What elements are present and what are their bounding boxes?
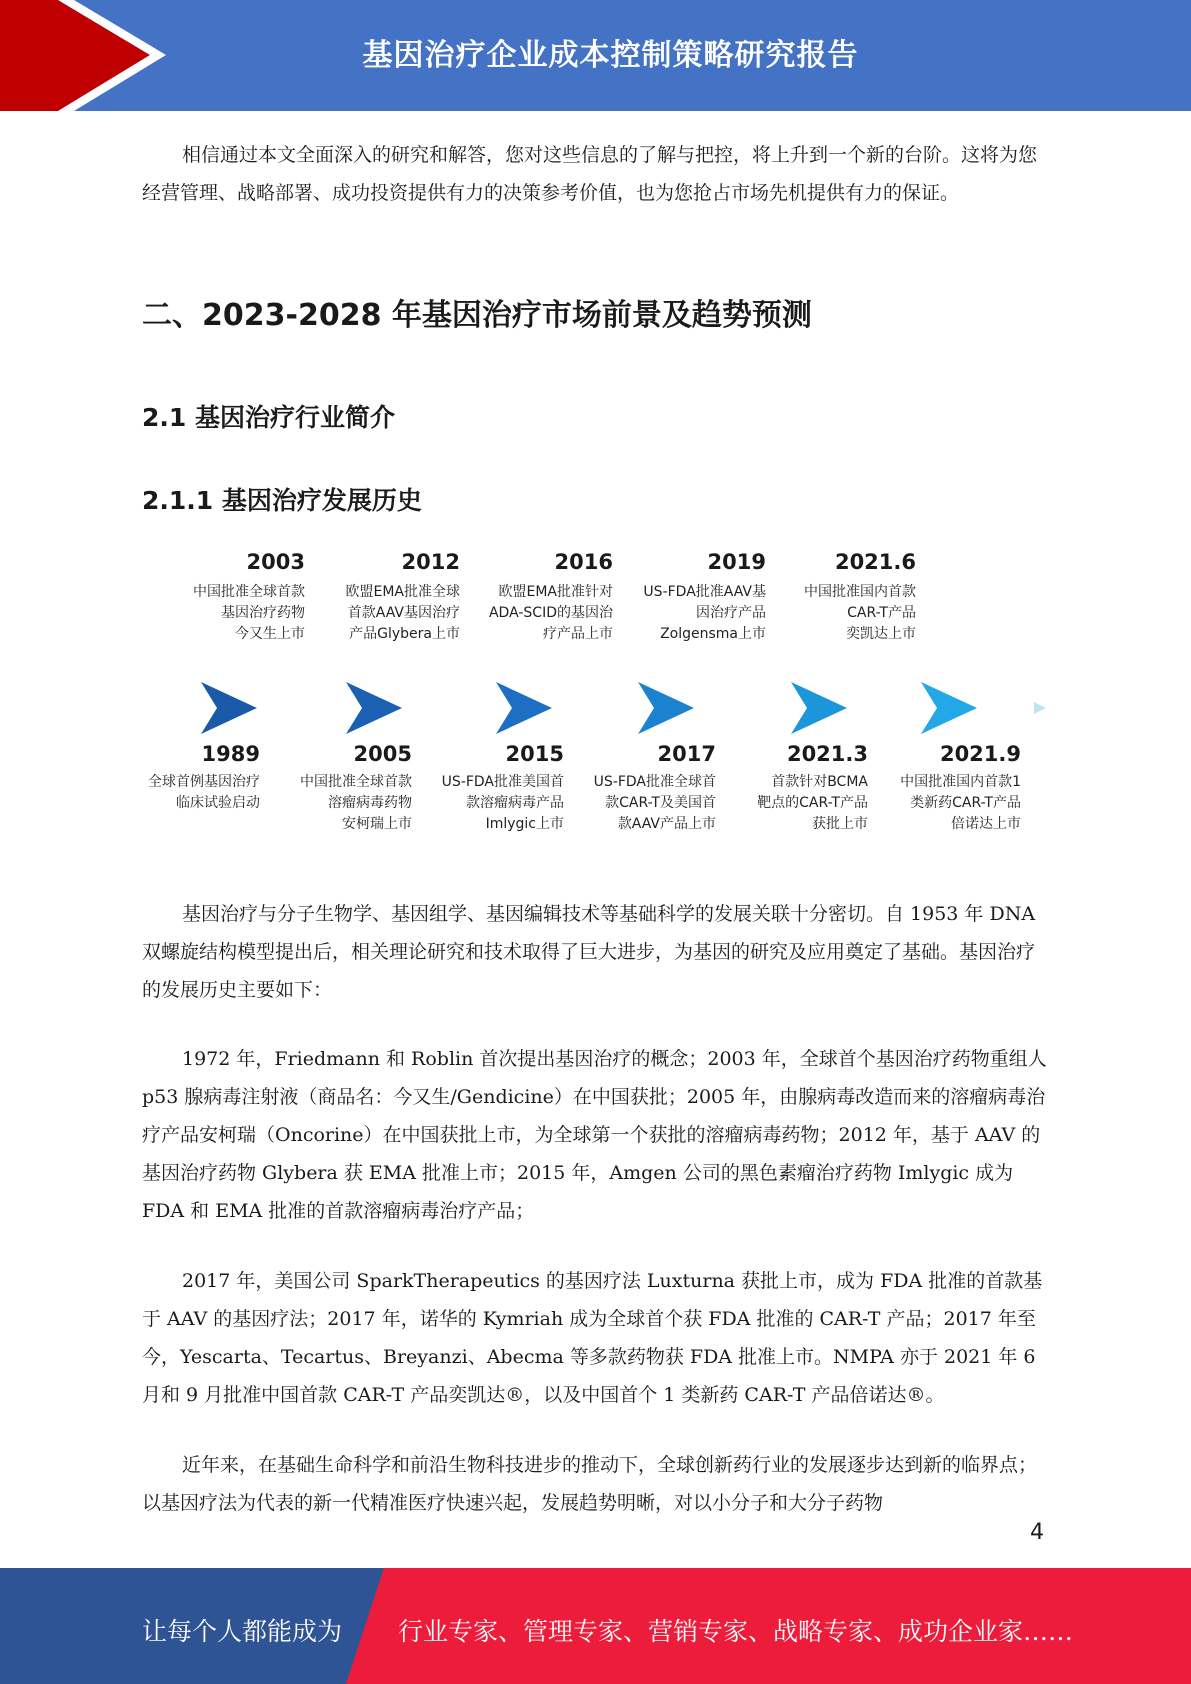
event-year: 2021.3 (786, 742, 868, 766)
body-paragraph: 1972 年，Friedmann 和 Roblin 首次提出基因治疗的概念；2003 年，全球首个基因治疗药物重组人 p53 腺病毒注射液（商品名：今又生/Gendicine）在中国获批；2005 年，由腺病毒改造而来的溶瘤病毒治疗产品安柯瑞（Oncorine）在中国获批上市，为全球第一个获批的溶瘤病毒药物；2012 年，基于 AAV 的基因治疗药物 Glybera 获 EMA 批准上市；2015 年，Amgen 公司的黑色素瘤治疗药物 Imlygic 成为 FDA 和 EMA 批准的首款溶瘤病毒治疗产品； (142, 1048, 1047, 1222)
timeline-event-bottom (110, 740, 260, 814)
event-description: 欧盟EMA批准全球 首款AAV基因治疗 产品Glybera上市 (345, 584, 460, 642)
event-description: US-FDA批准全球首 款CAR-T及美国首 款AAV产品上市 (593, 774, 716, 832)
event-year: 2003 (246, 550, 305, 574)
history-timeline (130, 548, 1060, 858)
body-paragraph: 近年来，在基础生命科学和前沿生物科技进步的推动下，全球创新药行业的发展逐步达到新的临界点；以基因疗法为代表的新一代精准医疗快速兴起，发展趋势明晰，对以小分子和大分子药物 (142, 1454, 1038, 1514)
footer-slogan-left: 让每个人都能成为 (142, 1617, 343, 1646)
body-paragraph: 2017 年，美国公司 SparkTherapeutics 的基因疗法 Luxturna 获批上市，成为 FDA 批准的首款基于 AAV 的基因疗法；2017 年，诺华的 Kymriah 成为全球首个获 FDA 批准的 CAR-T 产品；2017 年至今，Yescarta、Tecartus、Breyanzi、Abecma 等多款药物获 FDA 批准上市。NMPA 亦于 2021 年 6 月和 9 月批准中国首款 CAR-T 产品奕凯达®，以及中国首个 1 类新药 CAR-T 产品倍诺达®。 (142, 1270, 1043, 1406)
event-description: 中国批准国内首款 CAR-T产品 奕凯达上市 (804, 584, 916, 642)
event-year: 2012 (401, 550, 460, 574)
timeline-event-bottom (871, 740, 1021, 835)
event-year: 2017 (657, 742, 716, 766)
timeline-event-top (766, 548, 916, 645)
event-year: 2016 (554, 550, 613, 574)
page-number: 4 (1030, 1520, 1044, 1545)
page-header (0, 0, 1191, 111)
timeline-event-top (310, 548, 460, 645)
event-year: 2019 (707, 550, 766, 574)
intro-paragraph: 相信通过本文全面深入的研究和解答，您对这些信息的了解与把控，将上升到一个新的台阶。这将为您经营管理、战略部署、成功投资提供有力的决策参考价值，也为您抢占市场先机提供有力的保证。 (142, 144, 1038, 204)
event-description: 中国批准全球首款 溶瘤病毒药物 安柯瑞上市 (300, 774, 412, 832)
timeline-event-bottom (262, 740, 412, 835)
subsection-heading: 2.1 基因治疗行业简介 (142, 403, 395, 432)
timeline-event-bottom (718, 740, 868, 835)
event-description: 首款针对BCMA 靶点的CAR-T产品 获批上市 (757, 774, 868, 832)
timeline-event-top (155, 548, 305, 645)
section-heading: 二、2023-2028 年基因治疗市场前景及趋势预测 (142, 298, 812, 333)
event-description: US-FDA批准AAV基 因治疗产品 Zolgensma上市 (643, 584, 766, 642)
timeline-event-bottom (414, 740, 564, 835)
event-year: 2021.9 (939, 742, 1021, 766)
timeline-event-bottom (566, 740, 716, 835)
page-footer (0, 1568, 1191, 1684)
footer-slogan-right: 行业专家、管理专家、营销专家、战略专家、成功企业家…… (398, 1617, 1074, 1646)
timeline-arrow-marker (496, 682, 552, 734)
event-year: 2015 (505, 742, 564, 766)
body-paragraph: 基因治疗与分子生物学、基因组学、基因编辑技术等基础科学的发展关联十分密切。自 1953 年 DNA 双螺旋结构模型提出后，相关理论研究和技术取得了巨大进步，为基因的研究及应用奠定了基础。基因治疗的发展历史主要如下： (142, 903, 1036, 1001)
timeline-event-top (616, 548, 766, 645)
timeline-event-top (463, 548, 613, 645)
event-description: 中国批准全球首款 基因治疗药物 今又生上市 (193, 584, 305, 642)
event-description: 欧盟EMA批准针对 ADA-SCID的基因治 疗产品上市 (488, 584, 613, 642)
report-title: 基因治疗企业成本控制策略研究报告 (362, 38, 859, 73)
event-year: 1989 (201, 742, 260, 766)
event-description: 中国批准国内首款1 类新药CAR-T产品 倍诺达上市 (900, 774, 1021, 832)
event-year: 2005 (353, 742, 412, 766)
event-description: 全球首例基因治疗 临床试验启动 (148, 774, 260, 811)
event-year: 2021.6 (834, 550, 916, 574)
subsubsection-heading: 2.1.1 基因治疗发展历史 (142, 486, 422, 515)
event-description: US-FDA批准美国首 款溶瘤病毒产品 Imlygic上市 (441, 774, 564, 832)
